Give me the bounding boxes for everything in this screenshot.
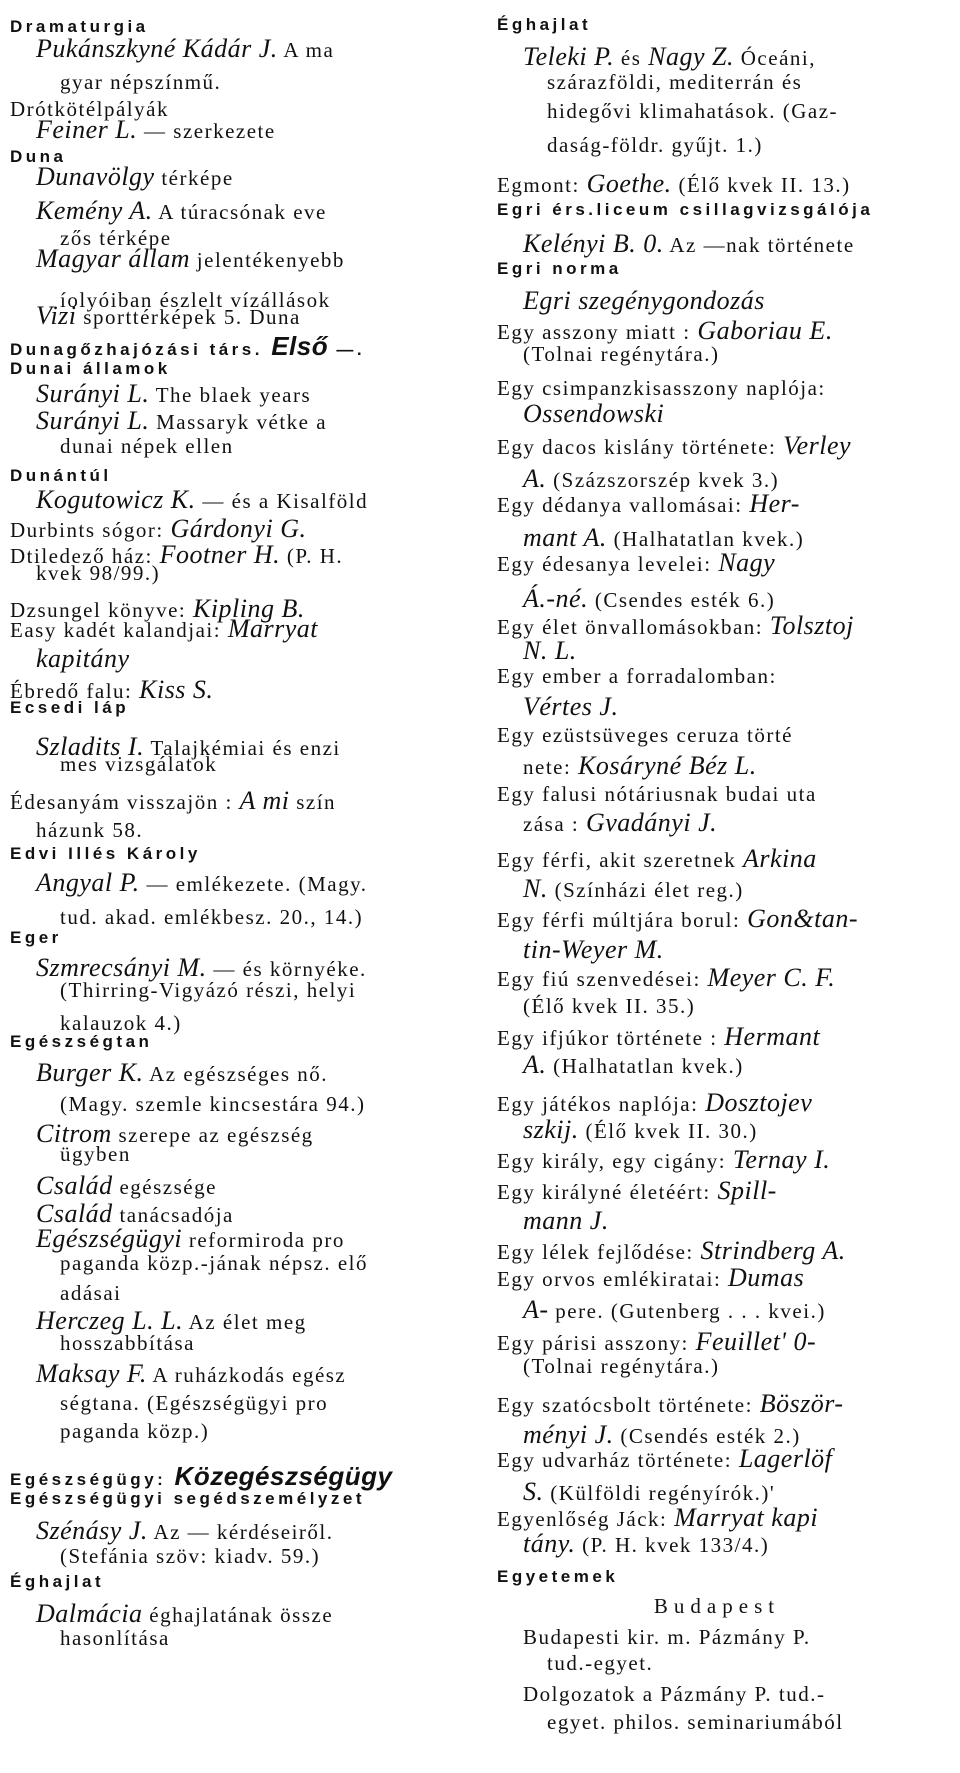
catalog-text: — szerkezete: [137, 119, 276, 143]
author-name: Dosztojev: [705, 1088, 813, 1117]
catalog-text: Edvi Illés Károly: [10, 844, 201, 863]
author-name: Szénásy J.: [36, 1516, 148, 1545]
catalog-text: Dunántúl: [10, 466, 112, 485]
author-name: Gvadányi J.: [585, 808, 718, 837]
author-name: Ternay I.: [732, 1145, 831, 1174]
catalog-line-entry-title: [497, 378, 826, 399]
catalog-line-heading: [10, 360, 171, 377]
author-name: Marryat: [227, 614, 319, 643]
catalog-text: (Csendés esték 2.): [613, 1424, 801, 1448]
catalog-text: dunai népek ellen: [60, 434, 234, 458]
catalog-line-entry-detail: [36, 870, 368, 896]
catalog-line-entry-detail: [36, 198, 327, 224]
author-name: Burger K.: [36, 1058, 144, 1087]
catalog-line-entry-detail: [36, 487, 368, 513]
catalog-text: (Halhatatlan kvek.): [606, 527, 805, 551]
catalog-line-entry-detail: [523, 694, 618, 720]
catalog-text: ügyben: [60, 1142, 131, 1166]
catalog-line-heading: [497, 201, 873, 218]
author-name: Dalmácia: [36, 1598, 143, 1628]
catalog-line-entry-detail: [36, 563, 160, 584]
catalog-text: Egészségtan: [10, 1032, 153, 1051]
author-name: Her-: [749, 489, 800, 518]
catalog-text: egyet. philos. seminariumából: [547, 1710, 844, 1734]
catalog-text: Dtiledező ház:: [10, 544, 160, 568]
catalog-text: (Tolnai regénytára.): [523, 342, 720, 366]
author-name: mant A.: [523, 523, 607, 552]
author-name: tin-Weyer M.: [523, 935, 664, 964]
catalog-text: (Külföldi regényírók.)': [543, 1481, 776, 1505]
author-name: tány.: [523, 1529, 576, 1558]
catalog-text: (Thirring-Vigyázó részi, helyi: [60, 978, 357, 1002]
author-name: Goethe.: [586, 169, 672, 198]
catalog-line-heading: [497, 16, 591, 33]
catalog-text: tanácsadója: [112, 1203, 234, 1227]
catalog-text: Dzsungel könyve:: [10, 598, 193, 622]
catalog-line-heading: [10, 333, 365, 359]
catalog-text: Egy csimpanzkisasszony naplója:: [497, 376, 826, 400]
catalog-line-heading: [10, 699, 129, 716]
catalog-line-heading: [497, 1568, 618, 1585]
catalog-line-entry-detail: [523, 1531, 769, 1557]
catalog-text: egészsége: [112, 1175, 217, 1199]
catalog-text: Édesanyám visszajön :: [10, 790, 240, 814]
catalog-line-entry-title: [497, 1238, 846, 1264]
author-name: Maksay F.: [36, 1359, 147, 1388]
catalog-text: Egy király, egy cigány:: [497, 1149, 733, 1173]
catalog-text: zása :: [523, 812, 586, 836]
catalog-text: Egy dacos kislány története:: [497, 435, 784, 459]
catalog-line-entry-detail: [523, 876, 744, 902]
author-name: Ossendowski: [523, 399, 665, 428]
author-name: Angyal P.: [36, 868, 140, 897]
author-name: Kelényi B. 0.: [523, 229, 664, 258]
catalog-text: Talajkémiai és enzi: [144, 736, 341, 760]
catalog-text: szárazföldi, mediterrán és: [547, 70, 803, 94]
author-name: Nagy: [718, 548, 776, 577]
catalog-line-entry-detail: [523, 937, 664, 963]
catalog-line-entry-continuation: [60, 907, 363, 928]
catalog-text: Egészségügy:: [10, 1469, 175, 1489]
catalog-text: paganda közp.-jának népsz. elő: [60, 1251, 368, 1275]
catalog-text: — emlékezete. (Magy.: [139, 872, 368, 896]
author-name: Surányi L.: [36, 379, 150, 408]
catalog-text: The blaek years: [149, 383, 312, 407]
catalog-text: Egy férfi múltjára borul:: [497, 908, 748, 932]
catalog-line-entry-continuation: [60, 1628, 170, 1649]
author-name: Család: [36, 1199, 113, 1228]
author-name: Arkina: [743, 844, 817, 873]
catalog-line-entry-detail: [523, 1479, 775, 1505]
catalog-line-entry-title: [497, 784, 817, 805]
catalog-text: Dunagőzhajózási társ.: [10, 340, 272, 359]
author-name: Család: [36, 1171, 113, 1200]
catalog-line-entry-detail: [523, 1297, 826, 1323]
author-name: Feuillet' 0-: [695, 1327, 817, 1356]
catalog-line-entry-continuation: [60, 1393, 328, 1414]
catalog-text: (Halhatatlan kvek.): [546, 1054, 744, 1078]
catalog-text: (P. H.: [280, 544, 344, 568]
catalog-text: daság-földr. gyűjt. 1.): [547, 133, 763, 157]
catalog-text: ségtana. (Egészségügyi pro: [60, 1391, 329, 1415]
catalog-text: (Tolnai regénytára.): [523, 1354, 720, 1378]
catalog-text: Egy orvos emlékiratai:: [497, 1267, 729, 1291]
author-name: Strindberg A.: [700, 1236, 846, 1265]
catalog-line-entry-continuation: [547, 101, 838, 122]
catalog-line-location-heading: [497, 1596, 937, 1617]
catalog-line-entry-title: [497, 906, 858, 932]
catalog-line-entry-detail: [36, 381, 311, 407]
catalog-text: — és a Kisalföld: [195, 489, 369, 513]
author-name: szkij.: [523, 1115, 579, 1144]
author-name: Kiss S.: [139, 675, 214, 704]
catalog-text: (Élő kvek II. 35.): [523, 994, 696, 1018]
catalog-text: Egy falusi nótáriusnak budai uta: [497, 782, 817, 806]
catalog-text: Egy ember a forradalomban:: [497, 664, 777, 688]
author-name: Kipling B.: [192, 594, 305, 623]
catalog-line-entry-continuation: [547, 135, 763, 156]
catalog-text: térképe: [154, 166, 234, 190]
catalog-text: Budapesti kir. m. Pázmány P.: [523, 1625, 811, 1649]
catalog-text: Egy ezüstsüveges ceruza törté: [497, 723, 793, 747]
catalog-text: zős térképe: [60, 226, 172, 250]
author-name: Spill-: [717, 1176, 777, 1205]
author-name: Kogutowicz K.: [36, 485, 196, 514]
catalog-text: Egy királyné életéért:: [497, 1180, 718, 1204]
catalog-text: hasonlítása: [60, 1626, 170, 1651]
catalog-line-entry-detail: [36, 1173, 217, 1199]
catalog-line-entry-continuation: [60, 754, 217, 775]
catalog-text: Az — kérdéseiről.: [147, 1520, 334, 1544]
author-name: Surányi L.: [36, 406, 150, 435]
author-name: Citrom: [36, 1119, 112, 1148]
author-name: mann J.: [523, 1206, 609, 1235]
author-name: Egri szegénygondozás: [523, 286, 765, 315]
catalog-text: Dolgozatok a Pázmány P. tud.-: [523, 1682, 826, 1706]
author-name: Footner H.: [159, 540, 281, 569]
catalog-text: Egri norma: [497, 259, 622, 278]
catalog-text: szín: [289, 790, 337, 814]
catalog-line-entry-detail: [36, 303, 301, 329]
author-name: Vértes J.: [523, 692, 619, 721]
author-name: Gaboriau E.: [697, 316, 833, 345]
catalog-line-entry-detail: [36, 1598, 334, 1628]
catalog-text: Easy kadét kalandjai:: [10, 618, 228, 642]
catalog-line-entry-title: [497, 846, 817, 872]
catalog-text: Óceáni,: [734, 46, 816, 70]
catalog-line-entry-title: [497, 725, 793, 746]
catalog-line-entry-detail: [523, 586, 775, 612]
catalog-text: nete:: [523, 755, 579, 779]
catalog-line-entry-title: [497, 1265, 804, 1291]
catalog-line-entry-title: [497, 1147, 830, 1173]
catalog-line-heading: [10, 18, 149, 35]
catalog-text: Egyetemek: [497, 1567, 619, 1586]
catalog-line-heading: [10, 1033, 152, 1050]
catalog-line-entry-detail: [36, 1518, 333, 1544]
author-name: Herczeg L. L.: [36, 1306, 184, 1335]
catalog-text: A ruházkodás egész: [146, 1363, 347, 1387]
catalog-text: — és környéke.: [206, 957, 367, 981]
catalog-text: Éghajlat: [10, 1572, 105, 1592]
catalog-text: hidegővi klimahatások. (Gaz-: [547, 99, 839, 123]
catalog-text: Dunai államok: [10, 359, 171, 378]
catalog-text: Egy ifjúkor története :: [497, 1026, 725, 1050]
catalog-text: Az élet meg: [183, 1310, 307, 1334]
catalog-text: —.: [328, 340, 366, 359]
catalog-line-entry-continuation: [547, 1653, 653, 1674]
catalog-line-entry-continuation: [60, 1421, 209, 1442]
author-name: Pukánszkyné Kádár J.: [36, 34, 278, 63]
author-name: Kosáryné Béz L.: [578, 751, 757, 780]
catalog-line-entry-detail: [36, 117, 276, 143]
catalog-line-entry-title: [497, 1024, 820, 1050]
author-name: ményi J.: [523, 1420, 614, 1449]
catalog-line-entry-detail: [523, 638, 577, 664]
catalog-line-entry-detail: [523, 466, 779, 492]
catalog-line-entry-continuation: [60, 72, 221, 93]
catalog-text: kvek 98/99.): [36, 561, 161, 585]
catalog-line-entry-detail: [36, 408, 327, 434]
catalog-text: pere. (Gutenberg . . . kvei.): [548, 1299, 826, 1323]
catalog-line-entry-detail: [523, 44, 816, 70]
catalog-text: és: [614, 46, 649, 70]
catalog-line-entry-title: [10, 516, 306, 542]
catalog-line-entry-title: [497, 666, 777, 687]
catalog-line-entry-title: [497, 1391, 844, 1417]
author-name: Teleki P.: [523, 42, 615, 71]
catalog-line-entry-detail: [36, 36, 334, 62]
catalog-text: A ma: [277, 38, 335, 62]
author-name: S.: [523, 1477, 544, 1506]
catalog-text: Dramaturgia: [10, 17, 149, 36]
catalog-text: Az egészséges nő.: [143, 1062, 328, 1086]
catalog-text: A túracsónak eve: [152, 200, 327, 224]
catalog-text: Eger: [10, 928, 62, 947]
catalog-line-heading: [10, 929, 62, 946]
author-name: Vizi: [36, 301, 77, 330]
author-name: N. L.: [523, 636, 577, 665]
author-name: Hermant: [724, 1022, 821, 1051]
catalog-text: íolyóiban észlelt vízállások: [60, 288, 331, 312]
catalog-line-entry-title: [10, 788, 336, 814]
catalog-line-entry-detail: [523, 1052, 744, 1078]
catalog-line-entry-detail: [36, 1060, 328, 1086]
catalog-text: Az —nak története: [663, 233, 855, 257]
catalog-line-entry-continuation: [60, 1094, 365, 1115]
author-name: Magyar állam: [36, 244, 191, 273]
catalog-line-entry-continuation: [60, 1013, 182, 1034]
author-name: Böször-: [759, 1389, 844, 1418]
author-name: Szmrecsányi M.: [36, 953, 207, 982]
catalog-line-entry-detail: [36, 246, 345, 272]
catalog-text: (Élő kvek II. 30.): [578, 1119, 758, 1143]
catalog-text: Massaryk vétke a: [149, 410, 328, 434]
catalog-line-entry-continuation: [60, 436, 234, 457]
catalog-line-entry-continuation: [60, 1144, 131, 1165]
catalog-text: Egy dédanya vallomásai:: [497, 493, 750, 517]
catalog-line-entry-title: [10, 616, 318, 642]
catalog-text: Budapest: [653, 1594, 781, 1618]
catalog-line-entry-title: [497, 1090, 812, 1116]
catalog-text: Egy asszony miatt :: [497, 320, 698, 344]
catalog-text: Durbints sógor:: [10, 518, 171, 542]
catalog-text: házunk 58.: [36, 818, 144, 842]
author-name: Feiner L.: [36, 115, 138, 144]
catalog-text: Ecsedi láp: [10, 698, 130, 717]
catalog-line-entry-detail: [36, 1361, 346, 1387]
catalog-line-heading: [10, 1573, 104, 1590]
catalog-line-entry-detail: [523, 401, 664, 427]
author-name: Verley: [783, 431, 852, 460]
catalog-line-entry-detail: [36, 646, 130, 672]
catalog-line-entry-title: [497, 1446, 832, 1472]
catalog-line-heading: [10, 845, 201, 862]
author-name: Kemény A.: [36, 196, 153, 225]
catalog-line-entry-continuation: [60, 1333, 195, 1354]
catalog-text: Egy fiú szenvedései:: [497, 967, 708, 991]
catalog-text: adásai: [60, 1281, 122, 1305]
author-name: Tolsztoj: [769, 611, 854, 640]
catalog-line-entry-detail: [36, 164, 234, 190]
catalog-line-entry-title: [497, 491, 800, 517]
catalog-text: kalauzok 4.): [60, 1011, 182, 1035]
author-name: Közegészségügy: [174, 1460, 393, 1491]
catalog-text: Egy édesanya levelei:: [497, 552, 719, 576]
author-name: Lagerlöf: [738, 1444, 833, 1473]
author-name: Dumas: [728, 1263, 805, 1292]
author-name: Meyer C. F.: [707, 963, 836, 992]
catalog-line-entry-title: [497, 965, 835, 991]
catalog-text: Egy párisi asszony:: [497, 1331, 696, 1355]
catalog-text: Egy lélek fejlődése:: [497, 1240, 701, 1264]
catalog-line-entry-detail: [523, 344, 719, 365]
author-name: A.: [523, 464, 547, 493]
catalog-text: Egy élet önvallomásokban:: [497, 615, 770, 639]
catalog-line-entry-title: [497, 1178, 777, 1204]
author-name: Marryat kapi: [674, 1503, 819, 1532]
author-name: Egészségügyi: [36, 1224, 183, 1253]
catalog-line-entry-detail: [523, 288, 765, 314]
catalog-text: sporttérképek 5. Duna: [76, 305, 301, 329]
catalog-line-entry-title: [497, 318, 833, 344]
catalog-text: Egy játékos naplója:: [497, 1092, 706, 1116]
catalog-line-entry-detail: [36, 1226, 345, 1252]
catalog-line-heading: [497, 260, 622, 277]
author-name: Gon&tan-: [747, 904, 858, 933]
catalog-line-entry-detail: [523, 1684, 825, 1705]
catalog-line-entry-continuation: [60, 1283, 121, 1304]
catalog-line-entry-detail: [523, 1208, 609, 1234]
catalog-line-entry-detail: [523, 996, 695, 1017]
catalog-line-heading: [10, 1460, 393, 1491]
catalog-line-entry-detail: [523, 1356, 719, 1377]
author-name: Dunavölgy: [36, 162, 155, 191]
author-name: Első: [271, 331, 329, 361]
catalog-text: mes vizsgálatok: [60, 752, 218, 776]
catalog-text: tud. akad. emlékbesz. 20., 14.): [60, 905, 364, 929]
catalog-text: (Stefánia szöv: kiadv. 59.): [60, 1543, 321, 1568]
author-name: A mi: [239, 786, 290, 815]
catalog-line-entry-detail: [523, 810, 717, 836]
author-name: N.: [523, 874, 548, 903]
catalog-line-entry-detail: [36, 820, 143, 841]
catalog-text: Egy férfi, akit szeretnek: [497, 848, 743, 872]
catalog-text: jelentékenyebb: [190, 248, 345, 272]
catalog-line-entry-continuation: [547, 72, 802, 93]
author-name: A-: [523, 1295, 549, 1324]
catalog-text: éghajlatának össze: [142, 1602, 334, 1627]
author-name: Gárdonyi G.: [170, 514, 307, 543]
catalog-line-entry-title: [497, 1505, 818, 1531]
catalog-text: szerepe az egészség: [111, 1123, 314, 1147]
catalog-text: Egészségügyi segédszemélyzet: [10, 1489, 366, 1509]
catalog-text: Egy szatócsbolt története:: [497, 1393, 760, 1417]
catalog-text: Egy udvarház története:: [497, 1448, 739, 1472]
catalog-line-entry-detail: [523, 231, 855, 257]
catalog-text: (P. H. kvek 133/4.): [575, 1533, 770, 1557]
author-name: kapitány: [36, 644, 130, 673]
catalog-line-entry-detail: [523, 1627, 811, 1648]
catalog-text: Egmont:: [497, 173, 587, 197]
catalog-line-entry-title: [497, 1329, 816, 1355]
catalog-text: gyar népszínmű.: [60, 70, 222, 94]
catalog-line-entry-detail: [523, 1117, 758, 1143]
catalog-text: (Csendes esték 6.): [588, 588, 776, 612]
catalog-text: Drótkötélpályák: [10, 97, 169, 121]
catalog-line-entry-title: [497, 171, 851, 197]
author-name: Szladits I.: [36, 732, 145, 761]
catalog-line-entry-title: [497, 550, 775, 576]
catalog-text: Egri érs.liceum csillagvizsgálója: [497, 200, 874, 219]
catalog-text: (Magy. szemle kincsestára 94.): [60, 1092, 366, 1116]
catalog-line-entry-title: [497, 433, 851, 459]
catalog-text: (Százszorszép kvek 3.): [546, 468, 780, 492]
catalog-text: (Élő kvek II. 13.): [671, 173, 851, 197]
catalog-line-entry-continuation: [60, 980, 356, 1001]
catalog-text: Ébredő falu:: [10, 679, 140, 703]
author-name: A.: [523, 1050, 547, 1079]
catalog-line-entry-continuation: [60, 1543, 321, 1568]
catalog-text: Egyenlőség Jáck:: [497, 1507, 675, 1531]
catalog-text: reformiroda pro: [182, 1228, 345, 1252]
author-name: Nagy Z.: [648, 42, 735, 71]
catalog-text: Duna: [10, 147, 67, 166]
catalog-line-heading: [10, 1490, 365, 1507]
catalog-line-entry-detail: [523, 753, 757, 779]
catalog-text: (Színházi élet reg.): [547, 878, 744, 902]
catalog-text: Éghajlat: [497, 15, 592, 34]
catalog-line-heading: [10, 467, 112, 484]
catalog-text: tud.-egyet.: [547, 1651, 654, 1675]
catalog-text: hosszabbítása: [60, 1331, 195, 1355]
catalog-line-entry-continuation: [60, 1253, 368, 1274]
catalog-line-entry-continuation: [547, 1712, 844, 1733]
catalog-text: paganda közp.): [60, 1419, 210, 1443]
author-name: Á.-né.: [523, 584, 589, 613]
